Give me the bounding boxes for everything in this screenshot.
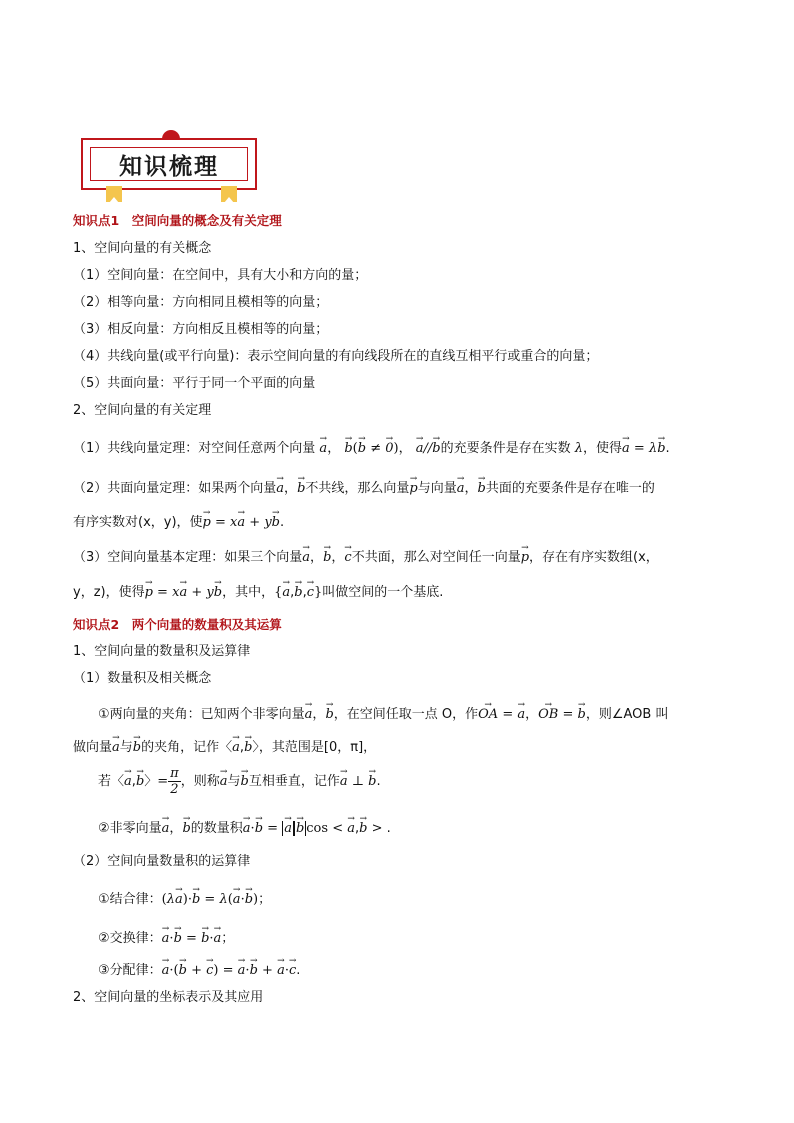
theorem-basis-cont: y，z)，使得→ p = x→ a + y→ b，其中，{→ a,→ b,→ c}叫做空间的一个基底. — [73, 578, 443, 602]
banner-frame — [81, 138, 257, 190]
theorem-basis: （3）空间向量基本定理：如果三个向量→ a，→ b，→ c不共面，那么对空间任一向量→ p，存在有序实数组(x， — [73, 543, 659, 567]
kp1-section2-title: 2、空间向量的有关定理 — [73, 403, 212, 418]
concept-2: （2）相等向量：方向相同且模相等的向量； — [73, 295, 329, 310]
theorem-coplanar-cont: 有序实数对(x，y)，使→ p = x→ a + y→ b. — [73, 508, 284, 532]
kp2-heading: 知识点2 两个向量的数量积及其运算 — [73, 617, 282, 632]
law-associative: ①结合律：(λ→ a)·→ b = λ(→ a·→ b)； — [98, 885, 271, 909]
perpendicular-definition: 若〈→ a,→ b〉= $\frac{\pi}{2}$ ，则称→ a与→ b互相垂直，记作→ a ⊥ → b. — [98, 766, 381, 797]
kp1-section1-title: 1、空间向量的有关概念 — [73, 241, 212, 256]
angle-definition-cont: 做向量→ a与→ b的夹角，记作〈→ a,→ b〉，其范围是[0，π]， — [73, 733, 376, 757]
kp2-section2-title: 2、空间向量的坐标表示及其应用 — [73, 990, 264, 1005]
ribbon-right-icon — [221, 186, 237, 202]
ribbon-left-icon — [106, 186, 122, 202]
law-commutative: ②交换律：→ a·→ b = → b·→ a； — [98, 924, 234, 948]
kp2-part1-title: （1）数量积及相关概念 — [73, 671, 212, 686]
concept-3: （3）相反向量：方向相反且模相等的向量； — [73, 322, 329, 337]
banner-title: 知识梳理 — [119, 154, 219, 180]
concept-4: （4）共线向量(或平行向量)：表示空间向量的有向线段所在的直线互相平行或重合的向量； — [73, 349, 599, 364]
kp2-part2-title: （2）空间向量数量积的运算律 — [73, 854, 251, 869]
concept-5: （5）共面向量：平行于同一个平面的向量 — [73, 376, 316, 391]
section-banner — [81, 130, 261, 202]
theorem-coplanar: （2）共面向量定理：如果两个向量→ a，→ b不共线，那么向量→ p与向量→ a，→ b共面的充要条件是存在唯一的 — [73, 474, 655, 498]
kp2-section1-title: 1、空间向量的数量积及运算律 — [73, 644, 251, 659]
dot-product-definition: ②非零向量→ a，→ b的数量积→ a·→ b = → a→ b cos < → a,→ b > . — [98, 814, 391, 838]
kp1-heading: 知识点1 空间向量的概念及有关定理 — [73, 213, 282, 228]
angle-definition: ①两向量的夹角：已知两个非零向量→ a，→ b，在空间任取一点 O，作→ OA = → a，→ OB = → b，则∠AOB 叫 — [98, 700, 668, 724]
theorem-collinear: （1）共线向量定理：对空间任意两个向量 → a， → b(→ b ≠ → 0)， → a//→ b的充要条件是存在实数 λ，使得→ a = λ→ b. — [73, 434, 670, 458]
concept-1: （1）空间向量：在空间中，具有大小和方向的量； — [73, 268, 368, 283]
law-distributive: ③分配律：→ a·(→ b + → c) = → a·→ b + → a·→ c. — [98, 956, 300, 980]
